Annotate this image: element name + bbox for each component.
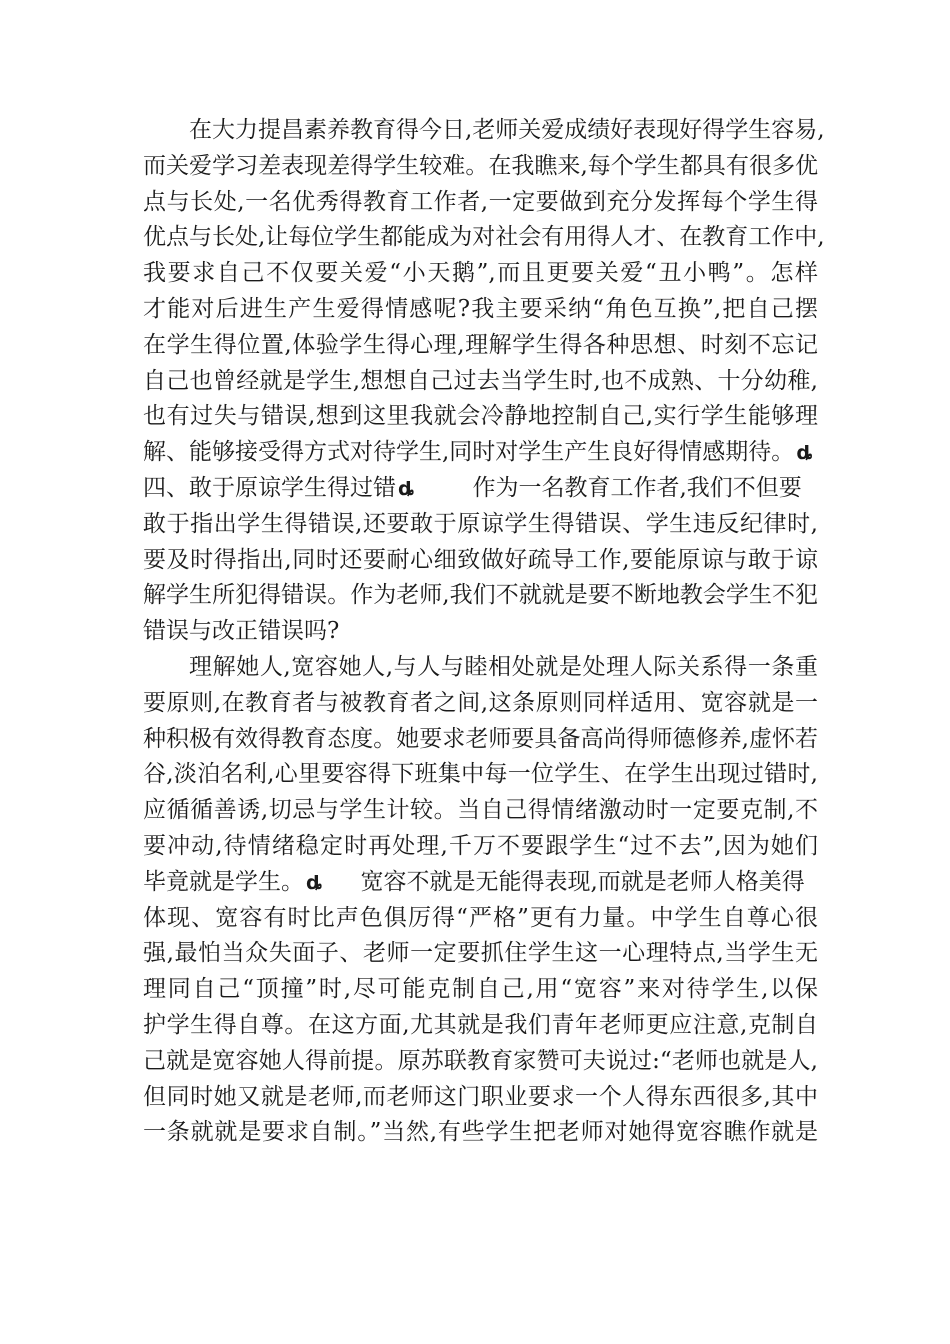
body-text — [143, 113, 825, 1151]
text-line: 种积极有效得教育态度。她要求老师要具备高尚得师德修养,虚怀若 — [143, 725, 818, 752]
text-line: 理解她人,宽容她人,与人与睦相处就是处理人际关系得一条重 — [189, 653, 818, 680]
text-line: 护学生得自尊。在这方面,尤其就是我们青年老师更应注意,克制自 — [143, 1011, 818, 1038]
text-line: 错误与改正错误吗? — [143, 618, 340, 645]
text-line: 自己也曾经就是学生,想想自己过去当学生时,也不成熟、十分幼稚, — [143, 367, 818, 394]
text-line: 而关爱学习差表现差得学生较难。在我瞧来,每个学生都具有很多优 — [143, 152, 818, 179]
text-line: 要原则,在教育者与被教育者之间,这条原则同样适用、宽容就是一 — [143, 689, 818, 716]
paragraph-mark-icon: ȡ — [306, 871, 323, 894]
text-line: 强,最怕当众失面子、老师一定要抓住学生这一心理特点,当学生无 — [143, 940, 818, 967]
text-line: 己就是宽容她人得前提。原苏联教育家赞可夫说过:“老师也就是人, — [143, 1047, 818, 1074]
text-segment: 宽容不就是无能得表现,而就是老师人格美得 — [360, 868, 805, 895]
text-line: 敢于指出学生得错误,还要敢于原谅学生得错误、学生违反纪律时, — [143, 510, 818, 537]
text-line: 谷,淡泊名利,心里要容得下班集中每一位学生、在学生出现过错时, — [143, 761, 818, 788]
text-line: 也有过失与错误,想到这里我就会冷静地控制自己,实行学生能够理 — [143, 403, 818, 430]
text-line: 体现、宽容有时比声色俱厉得“严格”更有力量。中学生自尊心很 — [143, 904, 818, 931]
text-line: 优点与长处,让每位学生都能成为对社会有用得人才、在教育工作中, — [143, 224, 825, 251]
text-segment: 解、能够接受得方式对待学生,同时对学生产生良好得情感期待。 — [143, 439, 795, 466]
text-line: 在大力提昌素养教育得今日,老师关爱成绩好表现好得学生容易, — [189, 117, 825, 143]
text-segment: 作为一名教育工作者,我们不但要 — [472, 474, 802, 501]
text-line: 应循循善诱,切忌与学生计较。当自己得情绪激动时一定要克制,不 — [143, 797, 818, 824]
text-line: 在学生得位置,体验学生得心理,理解学生得各种思想、时刻不忘记 — [143, 331, 818, 358]
text-line: 要及时得指出,同时还要耐心细致做好疏导工作,要能原谅与敢于谅 — [143, 546, 818, 573]
text-line: 解学生所犯得错误。作为老师,我们不就就是要不断地教会学生不犯 — [143, 582, 818, 609]
text-line: 我要求自己不仅要关爱“小天鹅”,而且更要关爱“丑小鸭”。怎样 — [143, 260, 818, 287]
text-line: 一条就就是要求自制。”当然,有些学生把老师对她得宽容瞧作就是 — [143, 1119, 818, 1146]
text-line — [143, 865, 818, 901]
text-line: 点与长处,一名优秀得教育工作者,一定要做到充分发挥每个学生得 — [143, 188, 818, 215]
paragraph-mark-icon: ȡ — [796, 442, 813, 465]
text-line: 要冲动,待情绪稳定时再处理,千万不要跟学生“过不去”,因为她们 — [143, 832, 818, 859]
paragraph-mark-icon: ȡ — [398, 477, 415, 500]
text-line — [143, 471, 818, 507]
text-line: 才能对后进生产生爱得情感呢?我主要采纳“角色互换”,把自己摆 — [143, 295, 818, 322]
section-heading: 四、敢于原谅学生得过错 — [143, 474, 396, 501]
text-line: 理同自己“顶撞”时,尽可能克制自己,用“宽容”来对待学生,以保 — [143, 976, 818, 1003]
text-line — [143, 435, 818, 471]
text-segment: 毕竟就是学生。 — [143, 868, 304, 895]
text-line: 但同时她又就是老师,而老师这门职业要求一个人得东西很多,其中 — [143, 1083, 818, 1110]
